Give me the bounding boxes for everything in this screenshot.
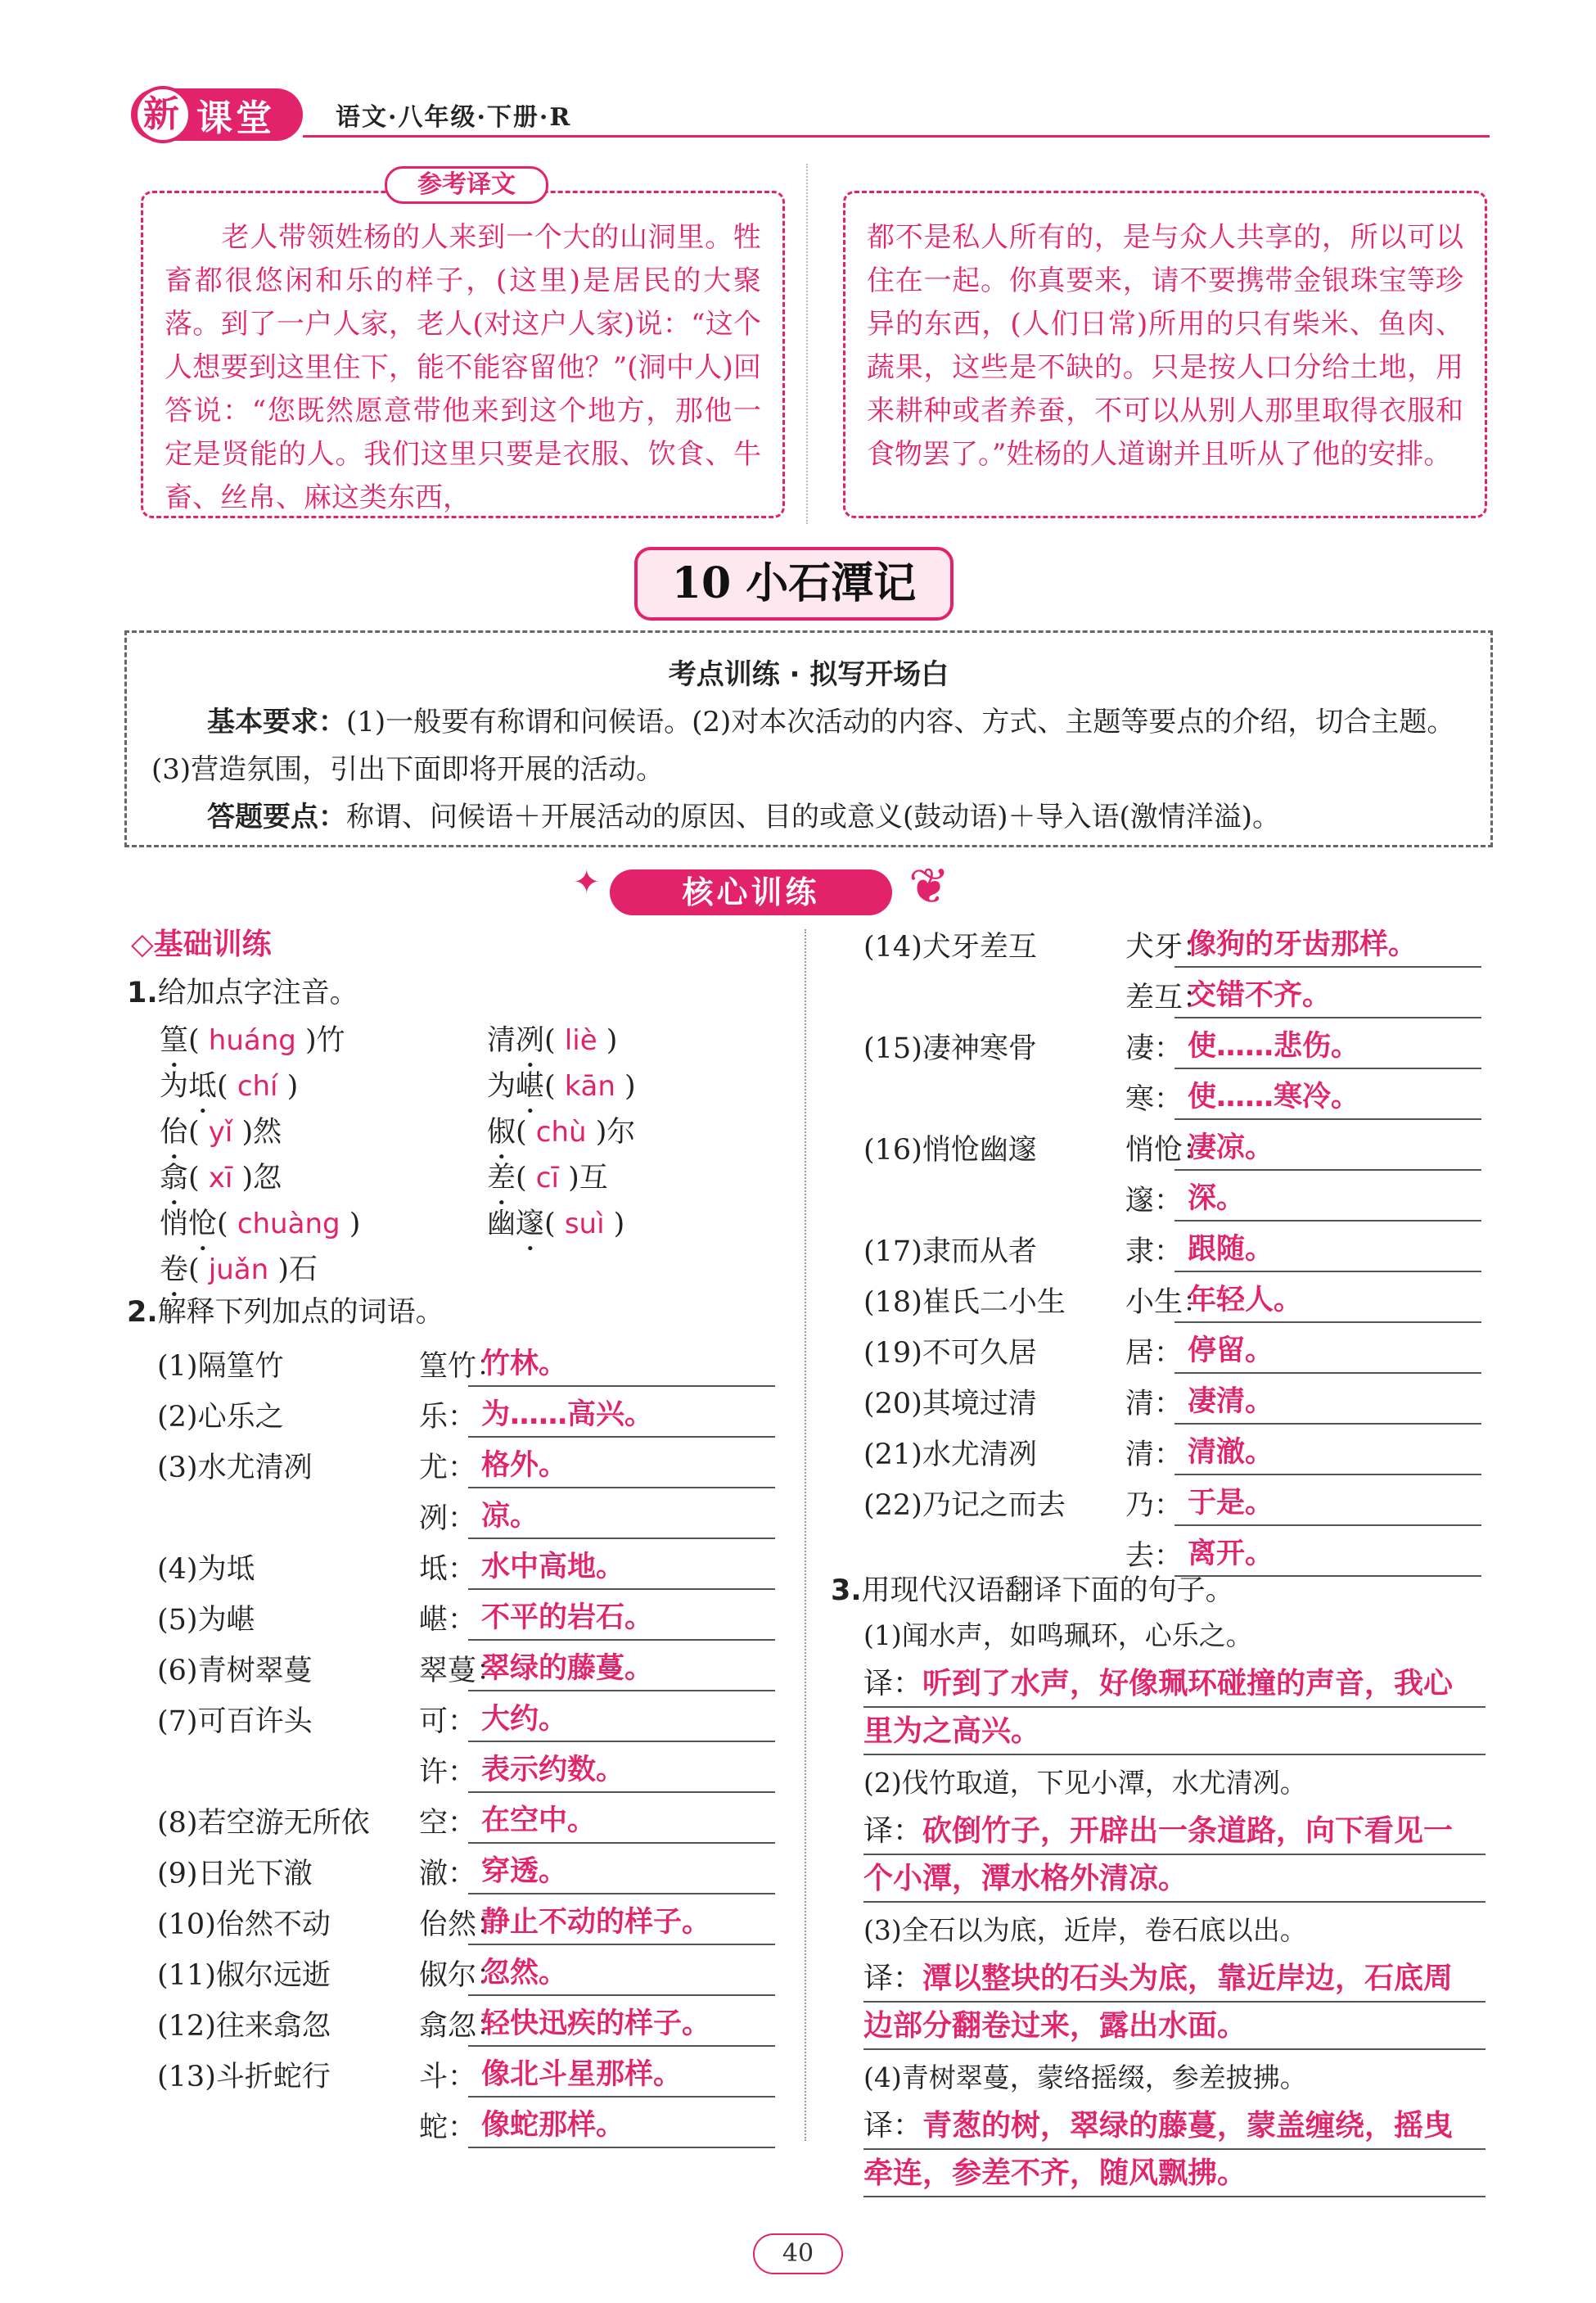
pinyin-answer: suì (564, 1208, 605, 1240)
definition-term: 悄怆： (1125, 1134, 1212, 1167)
pinyin-paren-open: ( (188, 1162, 209, 1194)
pinyin-paren-open: ( (188, 1253, 209, 1286)
definition-row (157, 2053, 787, 2101)
definition-answer: 格外。 (468, 1444, 775, 1488)
definition-row (863, 1482, 1494, 1529)
translation-sentence: (3)全石以为底，近岸，卷石底以出。 (863, 1914, 1307, 1946)
pinyin-word-suffix: 尔 (606, 1116, 636, 1149)
pinyin-answer: huáng (208, 1024, 296, 1057)
definition-row (157, 1393, 787, 1441)
question-3 (831, 1568, 1234, 1614)
definition-row (157, 1749, 787, 1796)
pinyin-word-prefix: 幽 (487, 1208, 516, 1240)
definition-answer: 水中高地。 (468, 1546, 775, 1590)
answer-key-points (151, 793, 1466, 841)
definition-row (157, 2104, 787, 2152)
definition-term: 蛇： (419, 2111, 477, 2144)
definition-answer: 为……高兴。 (468, 1393, 775, 1438)
pinyin-paren-open: ( (544, 1208, 565, 1240)
definition-answer: 像北斗星那样。 (468, 2053, 775, 2098)
definition-term: 翠蔓： (419, 1655, 506, 1687)
definition-row (157, 1952, 787, 1999)
definition-item: (11)俶尔远逝 (157, 1959, 331, 1992)
definition-answer: 交错不齐。 (1174, 974, 1481, 1018)
definition-term: 坻： (419, 1553, 477, 1586)
definition-term: 居： (1125, 1337, 1183, 1370)
translation-sentence: (2)伐竹取道，下见小潭，水尤清冽。 (863, 1767, 1307, 1799)
definition-item: (9)日光下澈 (157, 1858, 313, 1890)
pinyin-word-suffix: 然 (253, 1116, 282, 1149)
translation-answer-line: 里为之高兴。 (863, 1708, 1486, 1755)
question-2-text: 解释下列加点的词语。 (157, 1296, 444, 1329)
definition-item: (14)犬牙差互 (863, 931, 1037, 964)
definition-item: (17)隶而从者 (863, 1235, 1037, 1268)
star-icon: ✦ (573, 864, 601, 901)
pinyin-paren-close: ) (277, 1070, 299, 1103)
basic-requirements-text: (1)一般要有称谓和问候语。(2)对本次活动的内容、方式、主题等要点的介绍，切合主题。(3)营造氛围，引出下面即将开展的活动。 (151, 706, 1455, 786)
definition-item: (16)悄怆幽邃 (863, 1134, 1037, 1167)
pinyin-dotted-char: 坻 (188, 1070, 218, 1103)
pinyin-dotted-char: 嵁 (516, 1070, 545, 1103)
definition-row (863, 1330, 1494, 1377)
question-2-number: 2. (127, 1296, 158, 1329)
pinyin-paren-close: ) (340, 1208, 361, 1240)
page-number: 40 (753, 2233, 843, 2274)
definition-answer: 凄清。 (1174, 1380, 1481, 1425)
definition-term: 清： (1125, 1388, 1183, 1420)
pinyin-dotted-char: 篁 (160, 1024, 189, 1057)
definition-answer: 停留。 (1174, 1330, 1481, 1374)
question-1 (127, 970, 358, 1016)
definition-row (157, 1596, 787, 1644)
definition-answer: 年轻人。 (1174, 1279, 1481, 1323)
definition-row (157, 2003, 787, 2050)
definition-term: 犬牙： (1125, 931, 1212, 964)
reference-translation-label: 参考译文 (385, 166, 548, 204)
pinyin-dotted-char: 怆 (188, 1208, 218, 1240)
definition-row (157, 1343, 787, 1390)
exam-point-title: 考点训练 · 拟写开场白 (668, 658, 949, 691)
answer-key-points-text: 称谓、问候语＋开展活动的原因、目的或意义(鼓动语)＋导入语(激情洋溢)。 (346, 801, 1281, 833)
definition-item: (1)隔篁竹 (157, 1350, 284, 1383)
definition-item: (7)可百许头 (157, 1705, 313, 1738)
definition-term: 许： (419, 1756, 477, 1789)
question-2 (127, 1289, 444, 1335)
definition-answer: 翠绿的藤蔓。 (468, 1647, 775, 1691)
definition-row (863, 1177, 1494, 1225)
definition-row (157, 1647, 787, 1695)
translation-answer-text: 潭以整块的石头为底，靠近岸边，石底周 (922, 1962, 1454, 1995)
definition-term: 去： (1125, 1540, 1183, 1573)
definition-term: 小生： (1125, 1286, 1212, 1319)
translation-exercises (863, 1614, 1486, 2190)
pinyin-answer: cī (535, 1162, 559, 1194)
definition-row (863, 1431, 1494, 1479)
translation-answer-line (863, 2102, 1486, 2150)
pinyin-dotted-char: 俶 (487, 1116, 516, 1149)
definition-term: 翕忽： (419, 2010, 506, 2043)
top-column-divider (806, 164, 808, 524)
translation-answer (863, 2102, 1486, 2197)
definition-item: (2)心乐之 (157, 1401, 284, 1434)
definition-answer: 忽然。 (468, 1952, 775, 1996)
definition-answer: 静止不动的样子。 (468, 1901, 775, 1945)
pinyin-word-suffix: 竹 (316, 1024, 345, 1057)
translation-answer-line (863, 1955, 1486, 2003)
pinyin-dotted-char: 佁 (160, 1116, 189, 1149)
pinyin-paren-open: ( (188, 1116, 209, 1149)
pinyin-paren-open: ( (516, 1116, 536, 1149)
pinyin-answer: chù (535, 1116, 587, 1149)
logo-first-char: 新 (134, 86, 192, 143)
definition-item: (15)凄神寒骨 (863, 1032, 1037, 1065)
pinyin-answer: chí (237, 1070, 278, 1103)
logo-rest: 课堂 (196, 97, 275, 139)
definition-answer: 清澈。 (1174, 1431, 1481, 1475)
translation-sentence: (1)闻水声，如鸣珮环，心乐之。 (863, 1619, 1253, 1651)
pinyin-answer: chuàng (237, 1208, 340, 1240)
definition-item: (6)青树翠蔓 (157, 1655, 313, 1687)
definition-term: 俶尔： (419, 1959, 506, 1992)
translation-answer-text: 砍倒竹子，开辟出一条道路，向下看见一 (922, 1814, 1454, 1848)
definition-term: 佁然： (419, 1908, 506, 1941)
definition-answer: 深。 (1174, 1177, 1481, 1221)
pinyin-paren-close: ) (604, 1208, 625, 1240)
translation-answer-line: 个小潭，潭水格外清凉。 (863, 1855, 1486, 1903)
pinyin-paren-close: ) (597, 1024, 618, 1057)
pinyin-paren-open: ( (544, 1024, 565, 1057)
definition-term: 可： (419, 1705, 477, 1738)
pinyin-paren-close: ) (268, 1253, 289, 1286)
pinyin-paren-open: ( (217, 1208, 237, 1240)
definition-answer: 表示约数。 (468, 1749, 775, 1793)
question-3-text: 用现代汉语翻译下面的句子。 (861, 1574, 1234, 1607)
definition-term: 嵁： (419, 1604, 477, 1637)
pinyin-dotted-char: 邃 (516, 1208, 545, 1240)
pinyin-word-prefix: 为 (160, 1070, 189, 1103)
translation-label: 译： (863, 2109, 923, 2143)
butterfly-icon: ❦ (908, 858, 950, 915)
pinyin-word-suffix: 互 (579, 1162, 608, 1194)
pinyin-paren-close: ) (558, 1162, 579, 1194)
definition-term: 邃： (1125, 1185, 1183, 1217)
pinyin-dotted-char: 卷 (160, 1253, 189, 1286)
definition-item: (12)往来翕忽 (157, 2010, 331, 2043)
pinyin-paren-close: ) (295, 1024, 317, 1057)
exam-point-box (124, 630, 1493, 847)
translation-label: 译： (863, 1962, 923, 1995)
definition-item: (3)水尤清冽 (157, 1452, 313, 1484)
question-1-text: 给加点字注音。 (157, 977, 358, 1009)
pinyin-answer: kān (564, 1070, 615, 1103)
definition-term: 隶： (1125, 1235, 1183, 1268)
definition-item: (22)乃记之而去 (863, 1489, 1066, 1522)
translation-box-right: 都不是私人所有的，是与众人共享的，所以可以住在一起。你真要来，请不要携带金银珠宝等珍异的东西，(人们日常)所用的只有柴米、鱼肉、蔬果，这些是不缺的。只是按人口分给土地，用来耕种或者养蚕，不可以从别人那里取得衣服和食物罢了。”姓杨的人道谢并且听从了他的安排。 (843, 191, 1487, 518)
pinyin-paren-open: ( (516, 1162, 536, 1194)
translation-answer-line (863, 1660, 1486, 1708)
definition-item: (19)不可久居 (863, 1337, 1037, 1370)
definition-answer: 使……悲伤。 (1174, 1025, 1481, 1069)
definition-item: (20)其境过清 (863, 1388, 1037, 1420)
translation-answer-line: 牵连，参差不齐，随风飘拂。 (863, 2150, 1486, 2197)
definition-term: 乃： (1125, 1489, 1183, 1522)
pinyin-word-prefix: 悄 (160, 1208, 189, 1240)
definition-row (863, 1076, 1494, 1123)
translation-answer-text: 青葱的树，翠绿的藤蔓，蒙盖缠绕，摇曳 (922, 2109, 1454, 2143)
translation-answer (863, 1660, 1486, 1755)
pinyin-answer: liè (564, 1024, 597, 1057)
pinyin-dotted-char: 冽 (516, 1024, 545, 1057)
definition-row (863, 1279, 1494, 1326)
definition-term: 差互： (1125, 982, 1212, 1014)
pinyin-paren-open: ( (188, 1024, 209, 1057)
pinyin-word-prefix: 为 (487, 1070, 516, 1103)
pinyin-paren-open: ( (217, 1070, 237, 1103)
definition-row (863, 1380, 1494, 1428)
definition-term: 篁竹： (419, 1350, 506, 1383)
definitions-left (157, 1343, 787, 2161)
definition-row (157, 1444, 787, 1492)
translation-answer-line: 边部分翻卷过来，露出水面。 (863, 2003, 1486, 2050)
definition-answer: 穿透。 (468, 1850, 775, 1894)
pinyin-paren-close: ) (586, 1116, 607, 1149)
definition-term: 寒： (1125, 1083, 1183, 1116)
pinyin-word-prefix: 清 (487, 1024, 516, 1057)
definition-item: (10)佁然不动 (157, 1908, 331, 1941)
definition-answer: 轻快迅疾的样子。 (468, 2003, 775, 2047)
definition-term: 凄： (1125, 1032, 1183, 1065)
definition-row (863, 1127, 1494, 1174)
pinyin-dotted-char: 差 (487, 1162, 516, 1194)
definition-term: 空： (419, 1807, 477, 1840)
definition-answer: 凉。 (468, 1495, 775, 1539)
definition-term: 乐： (419, 1401, 477, 1434)
pinyin-paren-close: ) (232, 1116, 254, 1149)
definition-answer: 像蛇那样。 (468, 2104, 775, 2148)
definition-term: 斗： (419, 2061, 477, 2093)
translation-answer-line (863, 1808, 1486, 1855)
definition-row (863, 974, 1494, 1022)
pinyin-paren-close: ) (232, 1162, 254, 1194)
pinyin-word-suffix: 忽 (253, 1162, 282, 1194)
translation-label: 译： (863, 1667, 923, 1700)
definition-answer: 不平的岩石。 (468, 1596, 775, 1641)
translation-label: 译： (863, 1814, 923, 1848)
pinyin-item (487, 1201, 624, 1258)
definition-row (863, 1025, 1494, 1072)
definition-term: 尤： (419, 1452, 477, 1484)
translation-box-left: 老人带领姓杨的人来到一个大的山洞里。牲畜都很悠闲和乐的样子，(这里)是居民的大聚落。到了一户人家，老人(对这户人家)说：“这个人想要到这里住下，能不能容留他？”(洞中人)回答说：“您既然愿意带他来到这个地方，那他一定是贤能的人。我们这里只要是衣服、饮食、牛畜、丝帛、麻这类东西， (141, 191, 785, 518)
pinyin-word-suffix: 石 (288, 1253, 318, 1286)
definition-term: 澈： (419, 1858, 477, 1890)
definition-answer: 跟随。 (1174, 1228, 1481, 1272)
definition-row (157, 1800, 787, 1847)
question-3-number: 3. (831, 1574, 862, 1607)
basic-training-title: ◇基础训练 (131, 928, 272, 961)
definition-answer: 使……寒冷。 (1174, 1076, 1481, 1120)
header-subtitle: 语文·八年级·下册·R (336, 103, 572, 132)
question-1-number: 1. (127, 977, 158, 1009)
definition-answer: 竹林。 (468, 1343, 775, 1387)
pinyin-answer: xī (208, 1162, 233, 1194)
definition-answer: 凄凉。 (1174, 1127, 1481, 1171)
column-divider (805, 929, 806, 2141)
definition-answer: 大约。 (468, 1698, 775, 1742)
definition-answer: 离开。 (1174, 1533, 1481, 1577)
pinyin-answer: yǐ (208, 1116, 233, 1149)
header-divider (303, 135, 1490, 138)
answer-key-points-label: 答题要点： (207, 801, 346, 833)
basic-requirements-label: 基本要求： (207, 706, 346, 738)
definition-row (863, 1228, 1494, 1276)
lesson-title: 10 小石潭记 (634, 547, 954, 621)
pinyin-paren-open: ( (544, 1070, 565, 1103)
pinyin-dotted-char: 翕 (160, 1162, 189, 1194)
definition-item: (8)若空游无所依 (157, 1807, 370, 1840)
definition-row (157, 1495, 787, 1542)
definition-term: 清： (1125, 1438, 1183, 1471)
logo (131, 88, 303, 141)
definition-item: (21)水尤清冽 (863, 1438, 1037, 1471)
pinyin-paren-close: ) (615, 1070, 636, 1103)
pinyin-grid (160, 1018, 782, 1296)
basic-requirements (151, 698, 1466, 793)
definition-item: (18)崔氏二小生 (863, 1286, 1066, 1319)
definition-item: (5)为嵁 (157, 1604, 255, 1637)
definition-term: 冽： (419, 1502, 477, 1535)
definition-answer: 于是。 (1174, 1482, 1481, 1526)
definition-item: (13)斗折蛇行 (157, 2061, 331, 2093)
translation-sentence: (4)青树翠蔓，蒙络摇缀，参差披拂。 (863, 2061, 1307, 2093)
definition-item: (4)为坻 (157, 1553, 255, 1586)
definition-row (863, 923, 1494, 971)
definition-row (157, 1546, 787, 1593)
definition-answer: 在空中。 (468, 1800, 775, 1844)
definitions-right (863, 923, 1494, 1573)
definition-answer: 像狗的牙齿那样。 (1174, 923, 1481, 968)
pinyin-answer: juǎn (208, 1253, 269, 1286)
core-training-banner: 核心训练 (610, 869, 892, 915)
definition-row (157, 1850, 787, 1898)
definition-row (157, 1698, 787, 1745)
definition-row (157, 1901, 787, 1949)
translation-answer (863, 1808, 1486, 1903)
translation-answer (863, 1955, 1486, 2050)
translation-answer-text: 听到了水声，好像珮环碰撞的声音，我心 (922, 1667, 1454, 1700)
